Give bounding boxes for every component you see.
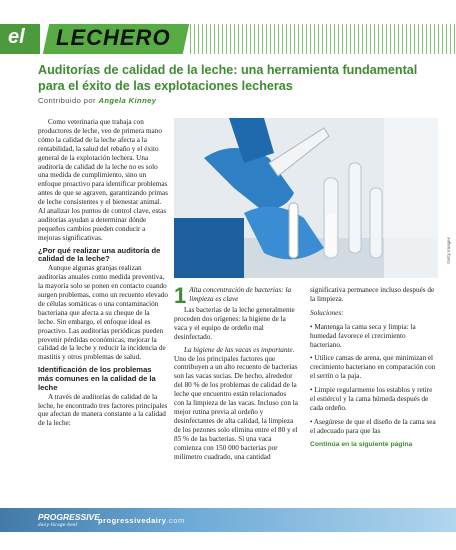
site-name: progressivedairy	[98, 516, 167, 525]
subhead-common-problems: Identificación de los problemas más comunes en la calidad de la leche	[38, 365, 156, 392]
bullet-item: • Asegúrese de que el diseño de la cama sea el adecuado para que las	[310, 417, 436, 435]
col2-paragraph-1: Las bacterias de la leche generalmente proceden dos orígenes: la higiene de la vaca y el equipo de ordeño mal desinfectado.	[174, 306, 295, 341]
logo-text: PROGRESSIVE	[38, 512, 100, 522]
continued-note: Continúa en la siguiente página	[310, 440, 413, 448]
column-2	[174, 283, 298, 461]
numbered-caption	[174, 283, 298, 308]
bullet-item: • Limpie regularmente los establos y retire el estiércol y la cama húmeda después de cada ordeño.	[310, 386, 433, 412]
bullet-item: • Utilice camas de arena, que minimizan el crecimiento bacteriano en comparación con el serrín o la paja.	[310, 354, 436, 381]
col2-paragraph-2-text: Uno de los principales factores que contribuyen a un alto recuento de bacterias son las vacas sucias. De hecho, alrededor del 80 % de los problemas de calidad de la leche que encuentro están relacionados con la limpieza de las vacas. Incluso con la mejor rutina previa al ordeño y desinfectantes de alta calidad, la limpieza de los pezones solo elimina entre el 80 y el 85 % de las bacterias. Si una vaca comienza con 150 000 bacterias por milímetro cuadrado, una cantidad	[174, 354, 298, 461]
website-link[interactable]	[98, 516, 185, 525]
section-tag-el: el	[8, 26, 25, 48]
byline	[38, 96, 156, 105]
bullet-item: • Mantenga la cama seca y limpia: la humedad favorece el crecimiento bacteriano.	[310, 322, 416, 349]
intro-paragraph: Como veterinaria que trabaja con productores de leche, veo de primera mano cómo la calidad de la leche afecta a la rentabilidad, la salud del rebaño y el éxito general de la explotación lechera. Una auditoría de calidad de la leche no es solo una medida de cumplimiento, sino un enfoque proactivo para identificar problemas antes de que se agraven, garantizando primas de leche consistentes y el bienestar animal. Al analizar los puntos de control clave, estas auditorías ayudan a determinar dónde pequeños cambios pueden conducir a mejoras significativas.	[38, 118, 168, 242]
section-header	[0, 24, 456, 58]
column-3	[310, 286, 438, 450]
paragraph-common-problems: A través de auditorías de calidad de la leche, he encontrado tres factores principales que afectan de manera constante a la calidad de la leche:	[38, 392, 168, 428]
lab-photo	[174, 118, 452, 278]
section-title: LECHERO	[56, 25, 171, 50]
section-number: 1	[174, 283, 187, 308]
photo-credit: Getty Images	[446, 237, 452, 264]
logo-subtext: dairy·forage·beef	[38, 522, 78, 527]
footer	[0, 502, 456, 550]
col3-paragraph-1: significativa permanece incluso después de la limpieza.	[310, 286, 435, 303]
column-1	[38, 118, 168, 428]
subhead-why-audit: ¿Por qué realizar una auditoría de calidad de la leche?	[38, 245, 161, 264]
paragraph-why-audit: Aunque algunas granjas realizan auditorías anuales como medida preventiva, la mayoría solo se ponen en contacto cuando surgen problemas, como un recuento elevado de células somáticas o una contaminación bacteriana que afecta a su cheque de la leche. Sin embargo, el enfoque ideal es proactivo. Las auditorías periódicas pueden prevenir pérdidas económicas, mejorar la calidad de la leche y reducir la incidencia de mastitis y otros problemas de salud.	[38, 264, 168, 362]
byline-prefix: Contribuido por	[38, 96, 96, 105]
lab-scene-image	[174, 118, 438, 278]
article-title: Auditorías de calidad de la leche: una herramienta fundamental para el éxito de las explotaciones lecheras	[38, 63, 418, 93]
solutions-label: Soluciones:	[310, 308, 344, 317]
header-stripes	[190, 24, 456, 54]
site-tld: .com	[166, 516, 185, 525]
author-name: Angela Kinney	[98, 96, 157, 105]
italic-lead: La higiene de las vacas es importante.	[184, 345, 295, 354]
progressive-logo	[38, 513, 100, 529]
col2-paragraph-2	[174, 346, 298, 462]
caption-text: Alta concentración de bacterias: la limpieza es clave	[189, 286, 292, 303]
